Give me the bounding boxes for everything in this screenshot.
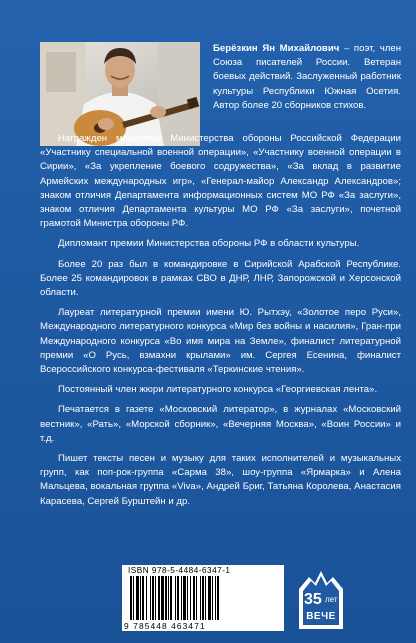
author-photo xyxy=(40,42,200,146)
author-bio xyxy=(40,132,401,515)
bio-songs: Пишет тексты песен и музыку для таких исполнителей и музыкальных групп, как поп-рок-группа «Сарма 38», шоу-группа «Ярмарка» и Алена Мальцева, вокальная группа «Viva», Андрей Бриг, Татьяна Королева, Анастасия Карасева, Сергей Бурштейн и др. xyxy=(40,453,401,507)
logo-number: 35 xyxy=(304,591,322,608)
bio-missions: Более 20 раз был в командировке в Сирийской Арабской Республике. Более 25 командировок в рамках СВО в ДНР, ЛНР, Запорожской и Херсонской области. xyxy=(40,258,401,299)
author-name: Берёзкин Ян Михайлович xyxy=(213,43,340,54)
bio-publications: Печатается в газете «Московский литератор», в журналах «Московский вестник», «Рать», «Морской сборник», «Вечерняя Москва», «Воин России» и т.д. xyxy=(40,404,401,444)
barcode-digits: 9 785448 463471 xyxy=(124,621,206,631)
isbn-barcode xyxy=(122,565,284,631)
publisher-logo xyxy=(295,567,347,631)
bio-jury: Постоянный член жюри литературного конкурса «Георгиевская лента». xyxy=(58,384,378,396)
isbn-label: ISBN 978-5-4484-6347-1 xyxy=(128,566,231,575)
bio-diploma: Дипломант премии Министерства обороны РФ в области культуры. xyxy=(58,238,360,250)
author-intro-text: – поэт, член Союза писателей России. Ветеран боевых действий. Заслуженный работник культуры Республики Южная Осетия. Автор более 20 сборников стихов. xyxy=(213,43,401,111)
bio-prizes: Лауреат литературной премии имени Ю. Рытхэу, «Золотое перо Руси», Международного литературного конкурса «Мир без войны и насилия», Гран-при Международного конкурса «Во имя мира на Земле», финалист литературной премии «О Русь, взмахни крылами» им. Сергея Есенина, финалист Всероссийского конкурса-фестиваля «Теркинские чтения». xyxy=(40,307,401,376)
author-photo-illustration xyxy=(40,42,200,146)
author-intro xyxy=(213,42,401,113)
bio-awards: Награжден медалями Министерства обороны Российской Федерации «Участнику специальной военной операции», «Участнику военной операции в Сирии», «За укрепление боевого содружества», «За вклад в развитие Армейских международных игр», «Генерал-майор Александр Александров»; знаком отличия Департамента информационных систем МО РФ «За заслуги», знаком отличия Департамента культуры МО РФ «За заслуги», почетной грамотой Министра обороны РФ. xyxy=(40,133,401,230)
logo-word: лет xyxy=(325,595,338,604)
logo-brand: ВЕЧЕ xyxy=(306,611,336,622)
